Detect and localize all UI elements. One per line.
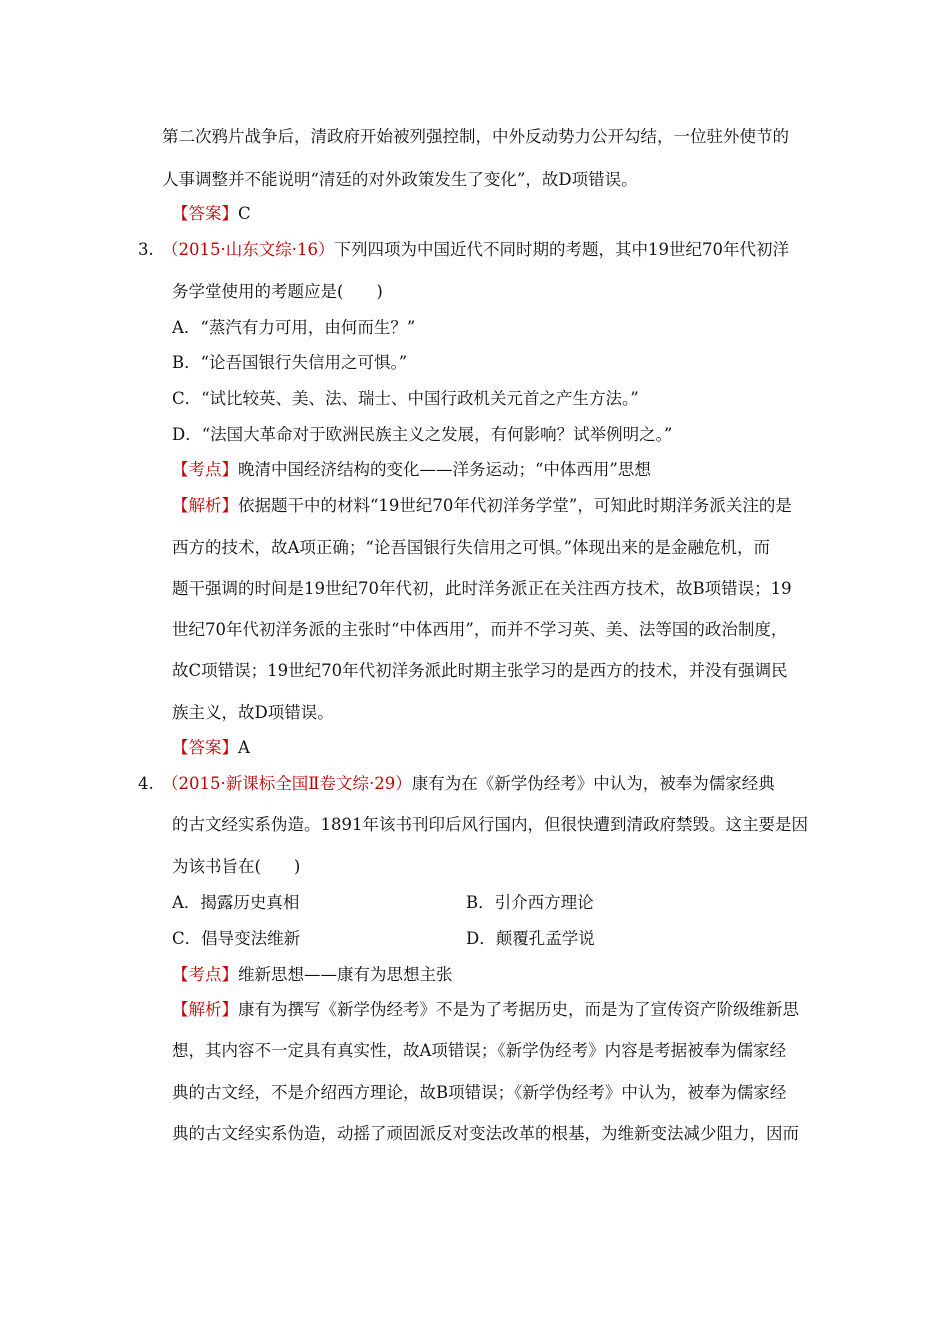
question-stem-line: 的古文经实系伪造。1891年该书刊印后风行国内，但很快遭到清政府禁毁。这主要是因 — [172, 815, 808, 834]
question-stem-line — [162, 774, 775, 794]
question-source: （2015·新课标全国Ⅱ卷文综·29） — [162, 774, 412, 793]
question-stem-line: 务学堂使用的考题应是( ) — [172, 282, 383, 301]
option-b: B．“论吾国银行失信用之可惧。” — [172, 353, 408, 372]
option-c: C．倡导变法维新 — [172, 929, 301, 948]
option-a: A．“蒸汽有力可用，由何而生？” — [172, 318, 416, 337]
point-tag: 【考点】 — [172, 965, 238, 984]
analysis-line: 题干强调的时间是19世纪70年代初，此时洋务派正在关注西方技术，故B项错误；19 — [172, 579, 792, 598]
question-stem-text: 康有为在《新学伪经考》中认为，被奉为儒家经典 — [411, 774, 775, 793]
analysis-line: 西方的技术，故A项正确；“论吾国银行失信用之可惧。”体现出来的是金融危机，而 — [172, 538, 771, 557]
option-d: D．颠覆孔孟学说 — [466, 929, 595, 948]
point-line — [172, 460, 651, 480]
analysis-line — [172, 1000, 799, 1020]
analysis-line: 世纪70年代初洋务派的主张时“中体西用”，而并不学习英、美、法等国的政治制度， — [172, 620, 788, 639]
option-d: D．“法国大革命对于欧洲民族主义之发展，有何影响？试举例明之。” — [172, 425, 673, 444]
question-source: （2015·山东文综·16） — [162, 240, 335, 259]
question-stem-text: 下列四项为中国近代不同时期的考题，其中19世纪70年代初洋 — [334, 240, 789, 259]
question-number: 3. — [138, 240, 154, 259]
option-a: A．揭露历史真相 — [172, 893, 300, 912]
answer-line — [172, 738, 250, 758]
analysis-line: 典的古文经，不是介绍西方理论，故B项错误；《新学伪经考》中认为，被奉为儒家经 — [172, 1083, 787, 1102]
analysis-line: 故C项错误；19世纪70年代初洋务派此时期主张学习的是西方的技术，并没有强调民 — [172, 661, 788, 680]
answer-value: A — [238, 738, 250, 757]
paragraph-line: 人事调整并不能说明“清廷的对外政策发生了变化”，故D项错误。 — [162, 170, 638, 189]
point-text: 维新思想——康有为思想主张 — [238, 965, 453, 984]
analysis-line: 想，其内容不一定具有真实性，故A项错误；《新学伪经考》内容是考据被奉为儒家经 — [172, 1041, 787, 1060]
answer-line — [172, 204, 251, 224]
point-tag: 【考点】 — [172, 460, 238, 479]
point-line — [172, 965, 453, 985]
question-stem-line — [162, 240, 789, 260]
analysis-tag: 【解析】 — [172, 496, 238, 515]
analysis-line: 族主义，故D项错误。 — [172, 703, 334, 722]
answer-tag: 【答案】 — [172, 204, 238, 223]
question-number: 4. — [138, 774, 154, 793]
analysis-line — [172, 496, 792, 516]
analysis-tag: 【解析】 — [172, 1000, 238, 1019]
option-c: C．“试比较英、美、法、瑞士、中国行政机关元首之产生方法。” — [172, 389, 639, 408]
analysis-text: 康有为撰写《新学伪经考》不是为了考据历史，而是为了宣传资产阶级维新思 — [238, 1000, 799, 1019]
paragraph-line: 第二次鸦片战争后，清政府开始被列强控制，中外反动势力公开勾结，一位驻外使节的 — [162, 127, 789, 146]
point-text: 晚清中国经济结构的变化——洋务运动；“中体西用”思想 — [238, 460, 651, 479]
question-stem-line: 为该书旨在( ) — [172, 857, 301, 876]
answer-tag: 【答案】 — [172, 738, 238, 757]
answer-value: C — [238, 204, 251, 223]
analysis-text: 依据题干中的材料“19世纪70年代初洋务学堂”，可知此时期洋务派关注的是 — [238, 496, 792, 515]
option-b: B．引介西方理论 — [466, 893, 594, 912]
analysis-line: 典的古文经实系伪造，动摇了顽固派反对变法改革的根基，为维新变法减少阻力，因而 — [172, 1124, 799, 1143]
